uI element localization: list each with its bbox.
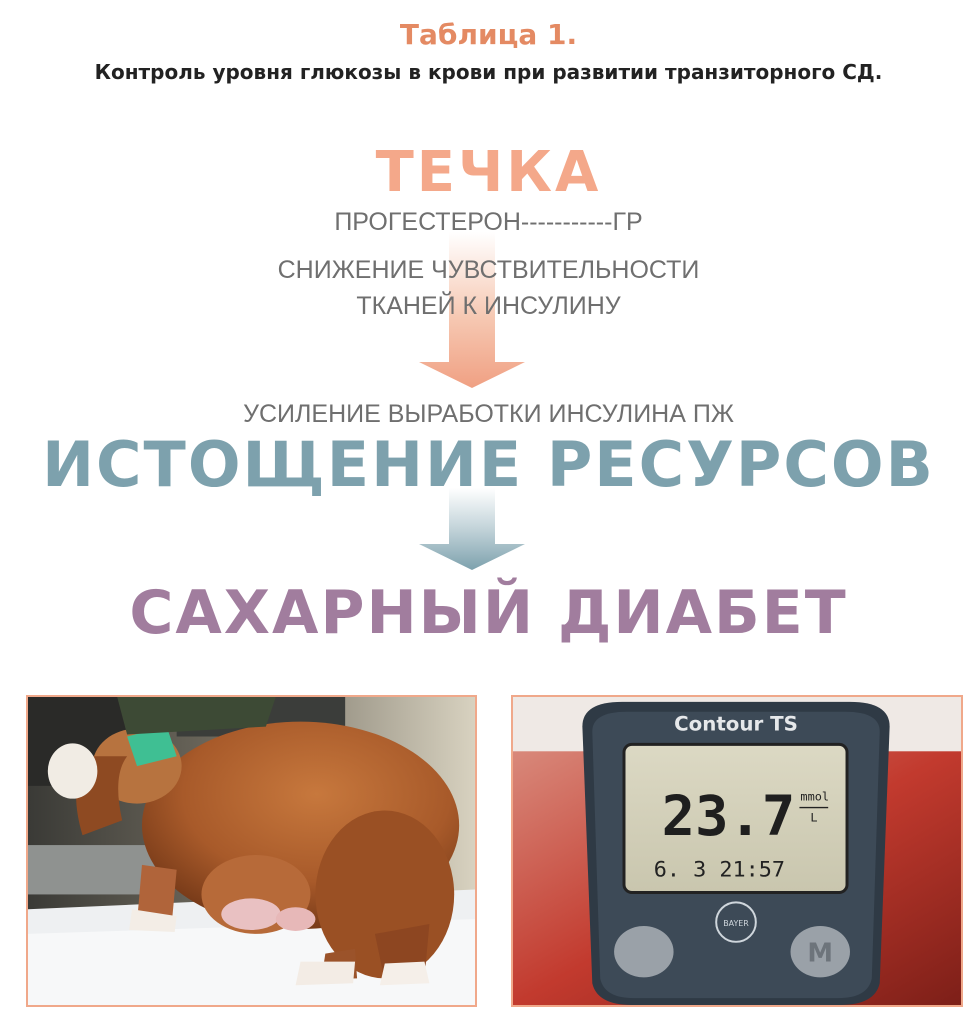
- note-sensitivity-line2: ТКАНЕЙ К ИНСУЛИНУ: [356, 292, 621, 320]
- glucometer-illustration: [513, 697, 961, 1005]
- note-sensitivity-line1: СНИЖЕНИЕ ЧУВСТВИТЕЛЬНОСТИ: [277, 256, 700, 284]
- dog-photo: [26, 695, 477, 1007]
- meter-reading: 23.7: [661, 785, 796, 850]
- meter-maker-logo: BAYER: [723, 919, 749, 929]
- dog-illustration: [28, 697, 475, 1005]
- meter-datetime: 6. 3 21:57: [653, 857, 785, 883]
- glucometer-photo: [511, 695, 963, 1007]
- meter-m-button-label: M: [807, 938, 834, 969]
- table-title: Контроль уровня глюкозы в крови при развитии транзиторного СД.: [94, 60, 883, 84]
- stage-diabetes: САХАРНЫЙ ДИАБЕТ: [129, 578, 848, 648]
- table-number: Таблица 1.: [399, 18, 578, 51]
- meter-unit-bottom: L: [810, 810, 818, 825]
- meter-unit-top: mmol: [800, 789, 830, 804]
- meter-left-button[interactable]: [614, 926, 673, 977]
- meter-brand: Contour TS: [674, 712, 798, 736]
- stage-depletion: ИСТОЩЕНИЕ РЕСУРСОВ: [42, 428, 935, 501]
- note-insulin-production: УСИЛЕНИЕ ВЫРАБОТКИ ИНСУЛИНА ПЖ: [243, 400, 734, 428]
- note-progesterone: ПРОГЕСТЕРОН-----------ГР: [334, 208, 643, 236]
- stage-estrus: ТЕЧКА: [375, 140, 602, 205]
